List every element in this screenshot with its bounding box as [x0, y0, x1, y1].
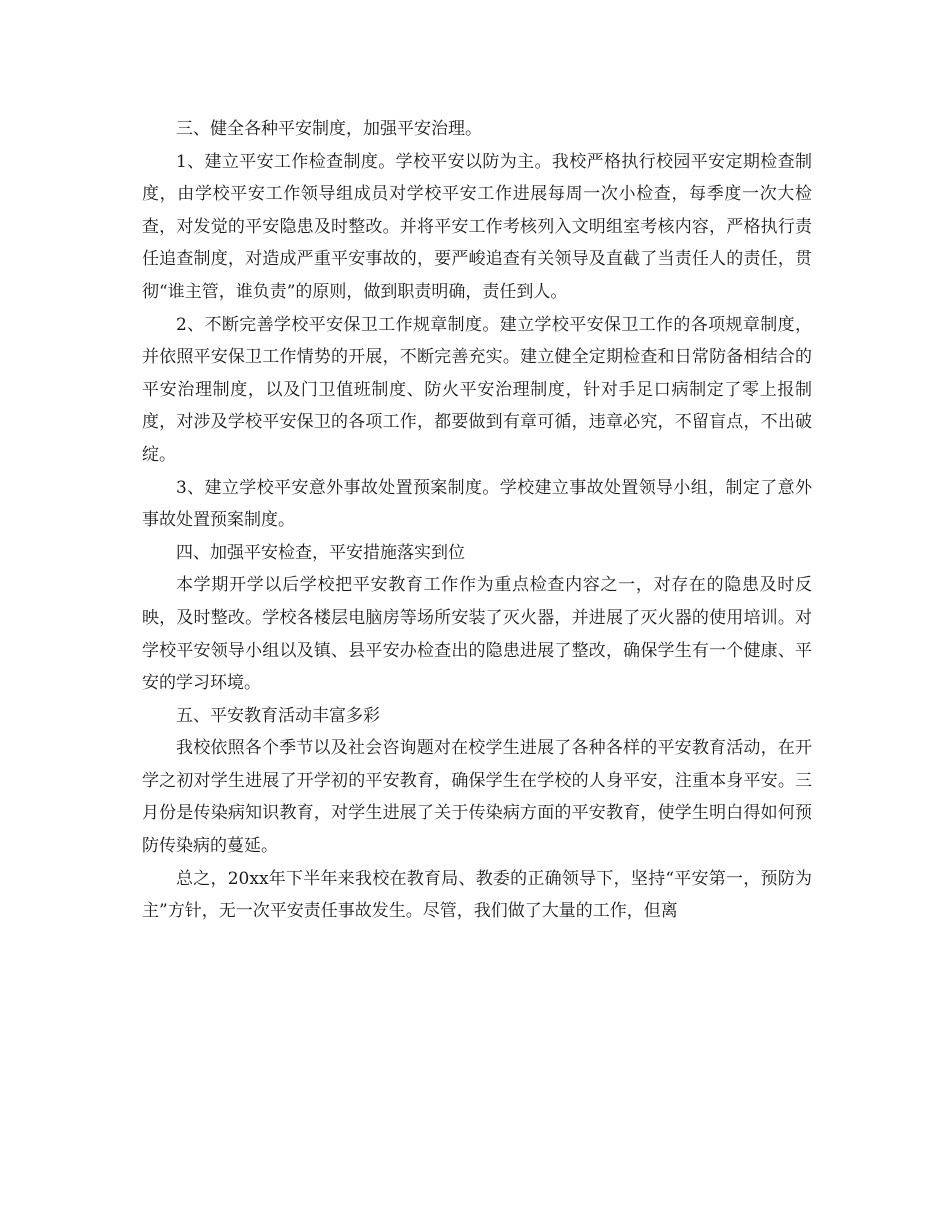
paragraph-safety-inspection: 本学期开学以后学校把平安教育工作作为重点检查内容之一，对存在的隐患及时反映，及时整改。学校各楼层电脑房等场所安装了灭火器，并进展了灭火器的使用培训。对学校平安领导小组以及镇、县平安办检查出的隐患进展了整改，确保学生有一个健康、平安的学习环境。	[142, 575, 812, 694]
paragraph-inspection-system: 1、建立平安工作检查制度。学校平安以防为主。我校严格执行校园平安定期检查制度，由学校平安工作领导组成员对学校平安工作进展每周一次小检查，每季度一次大检查，对发觉的平安隐患及时整改。并将平安工作考核列入文明组室考核内容，严格执行责任追查制度，对造成严重平安事故的，要严峻追查有关领导及直截了当责任人的责任，贯彻“谁主管，谁负责”的原则，做到职责明确，责任到人。	[142, 151, 812, 302]
paragraph-security-rules: 2、不断完善学校平安保卫工作规章制度。建立学校平安保卫工作的各项规章制度，并依照平安保卫工作情势的开展，不断完善充实。建立健全定期检查和日常防备相结合的平安治理制度，以及门卫值班制度、防火平安治理制度，针对手足口病制定了零上报制度，对涉及学校平安保卫的各项工作，都要做到有章可循，违章必究，不留盲点，不出破绽。	[142, 314, 812, 465]
paragraph-emergency-plan: 3、建立学校平安意外事故处置预案制度。学校建立事故处置领导小组，制定了意外事故处置预案制度。	[142, 477, 812, 531]
paragraph-education-activities: 我校依照各个季节以及社会咨询题对在校学生进展了各种各样的平安教育活动，在开学之初对学生进展了开学初的平安教育，确保学生在学校的人身平安，注重本身平安。三月份是传染病知识教育，对学生进展了关于传染病方面的平安教育，使学生明白得如何预防传染病的蔓延。	[142, 738, 812, 857]
section-heading-5: 五、平安教育活动丰富多彩	[176, 705, 380, 726]
paragraph-summary: 总之，20xx年下半年来我校在教育局、教委的正确领导下，坚持“平安第一，预防为主”方针，无一次平安责任事故发生。尽管，我们做了大量的工作，但离	[142, 868, 812, 922]
document-body	[142, 113, 812, 928]
section-heading-4: 四、加强平安检查，平安措施落实到位	[176, 542, 465, 563]
section-heading-3: 三、健全各种平安制度，加强平安治理。	[176, 119, 482, 139]
